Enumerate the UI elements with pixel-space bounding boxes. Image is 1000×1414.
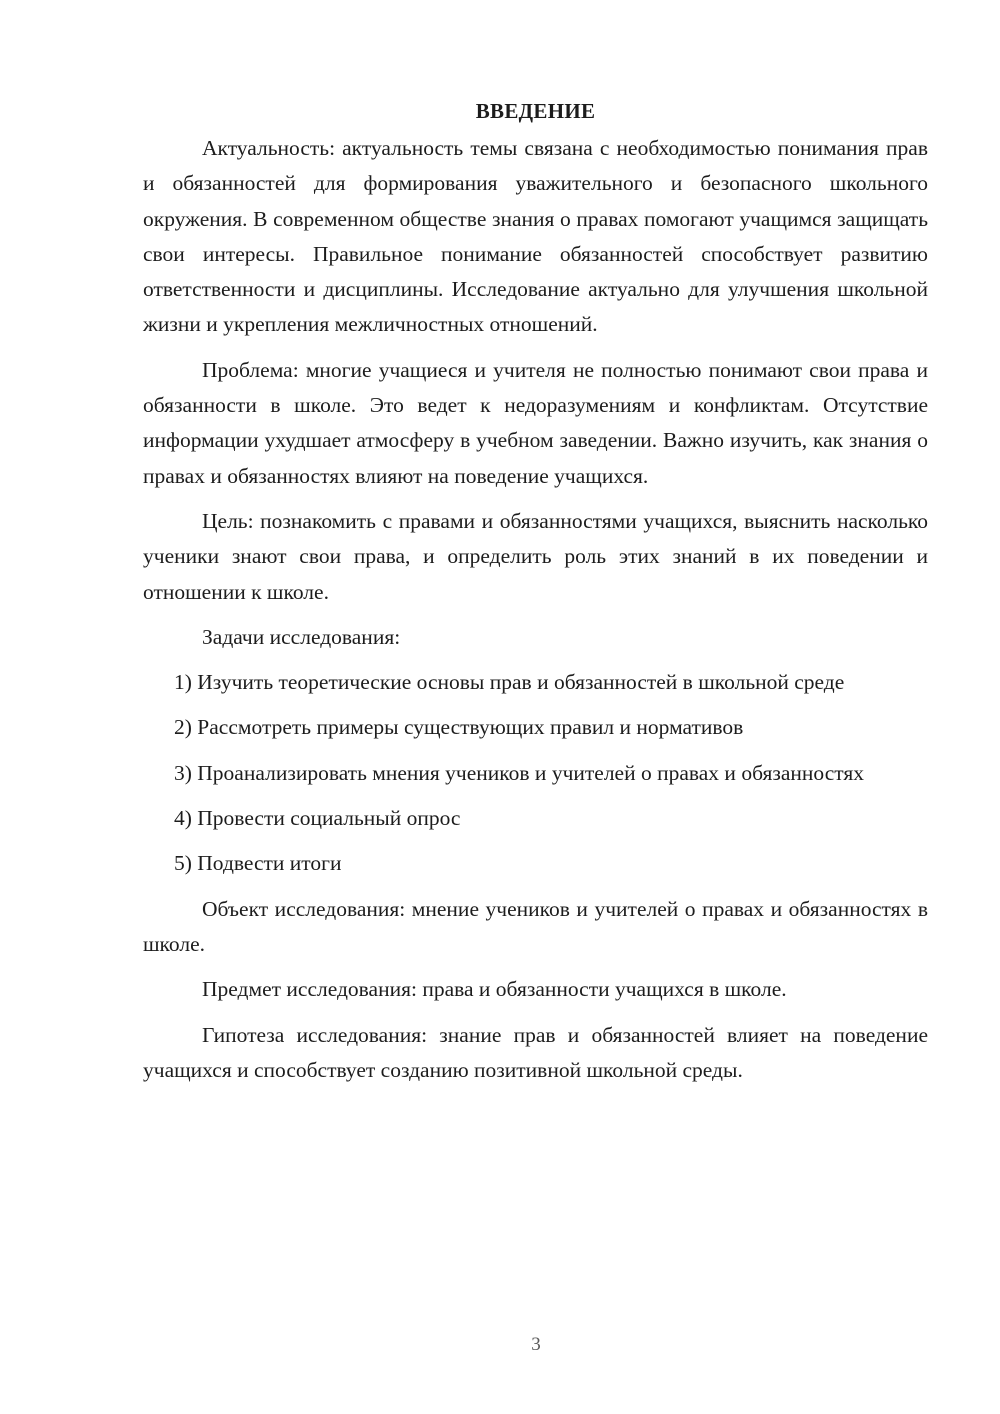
section-title: ВВЕДЕНИЕ [475,99,596,123]
page-content [143,96,928,1098]
paragraph-relevance: Актуальность: актуальность темы связана с необходимостью понимания прав и обязанностей для формирования уважительного и безопасного школьного окружения. В современном обществе знания о правах помогают учащимся защищать свои интересы. Правильное понимание обязанностей способствует развитию ответственности и дисциплины. Исследование актуально для улучшения школьной жизни и укрепления межличностных отношений. [143,136,928,337]
paragraph-subject: Предмет исследования: права и обязанности учащихся в школе. [202,977,787,1002]
page-number: 3 [531,1334,541,1355]
task-item: 2) Рассмотреть примеры существующих правил и нормативов [174,715,744,740]
paragraph-hypothesis: Гипотеза исследования: знание прав и обязанностей влияет на поведение учащихся и способствует созданию позитивной школьной среды. [143,1022,928,1082]
task-item: 1) Изучить теоретические основы прав и обязанностей в школьной среде [174,670,845,695]
task-item: 3) Проанализировать мнения учеников и учителей о правах и обязанностях [174,760,864,785]
paragraph-goal: Цель: познакомить с правами и обязанностями учащихся, выяснить насколько ученики знают свои права, и определить роль этих знаний в их поведении и отношении к школе. [143,508,928,604]
paragraph-object: Объект исследования: мнение учеников и учителей о правах и обязанностях в школе. [143,896,928,956]
paragraph-tasks-heading: Задачи исследования: [202,624,401,649]
task-item: 4) Провести социальный опрос [174,806,461,831]
paragraph-problem: Проблема: многие учащиеся и учителя не полностью понимают свои права и обязанности в школе. Это ведет к недоразумениям и конфликтам. Отсутствие информации ухудшает атмосферу в учебном заведении. Важно изучить, как знания о правах и обязанностях влияют на поведение учащихся. [143,357,928,488]
task-item: 5) Подвести итоги [174,851,342,876]
